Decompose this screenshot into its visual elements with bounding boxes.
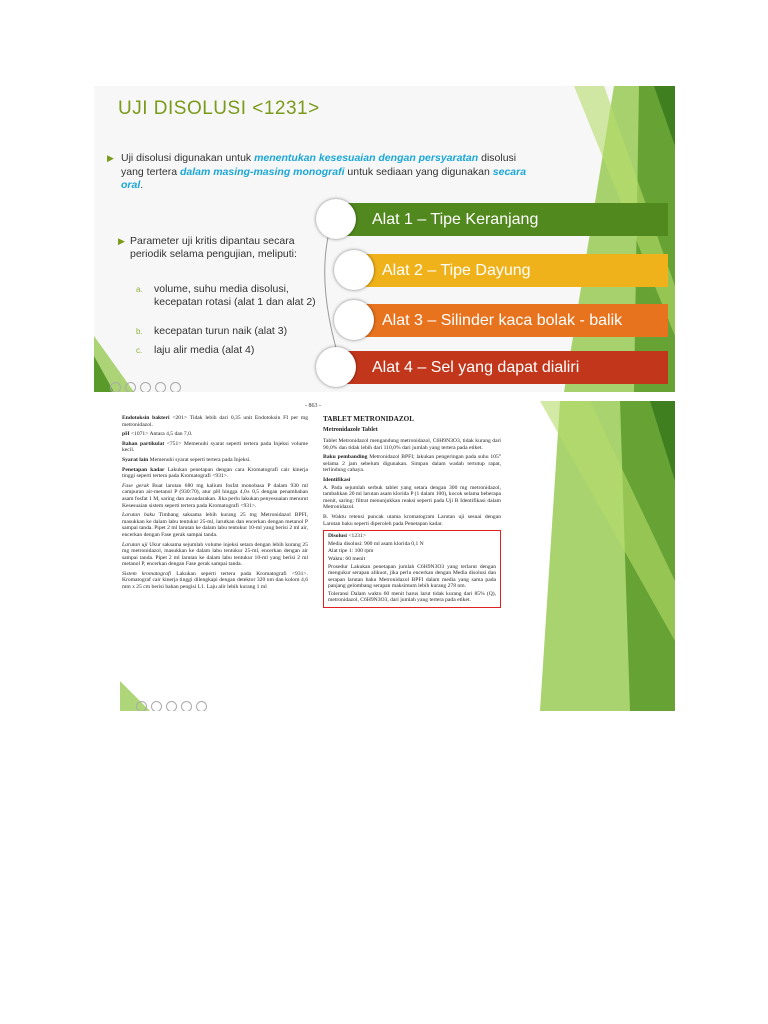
subitem-b: b. kecepatan turun naik (alat 3) [136, 325, 288, 337]
right-column: TABLET METRONIDAZOL Metronidazole Tablet Tablet Metronidazol mengandung metronidazol, C6H9N3O3, tidak kurang dari 90,0% dan tidak lebih dari 110,0% dari jumlah yang tertera pada etiket. Baku pembanding Metronidazol BPFI; lakukan pengeringan pada suhu 105° selama 2 jam sebelum digunakan. Simpan dalam wadah tertutup rapat, terlindung cahaya. Identifikasi A. Pada sejumlah serbuk tablet yang setara dengan 300 mg metronidazol, tambahkan 20 ml larutan asam klorida P (1 dalam 100), kocok selama beberapa menit, saring: filtrat menunjukkan reaksi seperti pada Uji B Identifikasi dalam Metronidazol. B. Waktu retensi puncak utama kromatogram Larutan uji sesuai dengan Larutan baku seperti diperoleh pada Penetapan kadar. Disolusi <1231> Media disolusi: 900 ml asam klorida 0,1 N Alat tipe 1: 100 rpm Waktu: 60 menit Prosedur Lakukan penetapan jumlah C6H9N3O3 yang terlarut dengan mengukur serapan alikuot, jika perlu encerkan dengan Media disolusi dan serapan larutan baku Metronidazol BPFI dalam media yang sama pada panjang gelombang serapan maksimum lebih kurang 278 nm. Toleransi Dalam waktu 60 menit harus larut tidak kurang dari 85% (Q), metronidazol, C6H9N3O3, dari jumlah yang tertera pada etiket. [323, 415, 501, 608]
nav-zoom-icon[interactable] [181, 701, 192, 711]
nav-menu-icon[interactable] [140, 382, 151, 392]
alat-4-circle [316, 347, 356, 387]
connector-curve [94, 86, 675, 392]
bullet-arrow-icon: ▶ [107, 153, 114, 163]
nav-zoom-icon[interactable] [155, 382, 166, 392]
subitem-c: c. laju alir media (alat 4) [136, 344, 255, 356]
bullet-dissolution-definition: ▶ Uji disolusi digunakan untuk menentukan kesesuaian dengan persyaratan disolusi yang tertera dalam masing-masing monografi untuk sediaan yang digunakan secara oral. [107, 152, 527, 191]
subitem-a: a. volume, suhu media disolusi, kecepatan rotasi (alat 1 dan alat 2) [136, 283, 316, 308]
monograph-subtitle: Metronidazole Tablet [323, 427, 378, 433]
dissolution-highlight-box: Disolusi <1231> Media disolusi: 900 ml asam klorida 0,1 N Alat tipe 1: 100 rpm Waktu: 60 menit Prosedur Lakukan penetapan jumlah C6H9N3O3 yang terlarut dengan mengukur serapan alikuot, jika perlu encerkan dengan Media disolusi dan serapan larutan baku Metronidazol BPFI dalam media yang sama pada panjang gelombang serapan maksimum lebih kurang 278 nm. Toleransi Dalam waktu 60 menit harus larut tidak kurang dari 85% (Q), metronidazol, C6H9N3O3, dari jumlah yang tertera pada etiket. [323, 530, 501, 608]
nav-pen-icon[interactable] [151, 701, 162, 711]
left-column: Endotoksin bakteri <201> Tidak lebih dari 0,35 unit Endotoksin FI per mg metronidazol. pH <1071> Antara 4,5 dan 7,0. Bahan partikulat <751> Memenuhi syarat seperti tertera pada Injeksi volume kecil. Syarat lain Memenuhi syarat seperti tertera pada Injeksi. Penetapan kadar Lakukan penetapan dengan cara Kromatografi cair kinerja tinggi seperti tertera pada Kromatografi <931>. Fase gerak Buat larutan 680 mg kalium fosfat monobasa P dalam 930 ml campuran air-metanol P (930:70), atur pH hingga 4,0± 0,5 dengan penambahan asam fosfat 1 M, saring dan awaudarakan. Jika perlu lakukan penyesuaian menurut Kesesuaian sistem seperti tertera pada Kromatografi <931>. Larutan baku Timbang saksama lebih kurang 25 mg Metronidazol BPFI, masukkan ke dalam labu tentukur 25-ml, larutkan dan encerkan dengan metanol P sampai tanda. Pipet 2 ml larutan ke dalam labu tentukur 10-ml yang berisi 2 ml air, encerkan dengan Fase gerak sampai tanda. Larutan uji Ukur saksama sejumlah volume injeksi setara dengan lebih kurang 25 mg metronidazol, masukkan ke dalam labu tentukur 25-ml, encerkan dengan air sampai tanda. Pipet 2 ml larutan ke dalam labu tentukur 10-ml yang berisi 2 ml metanol P, encerkan dengan Fase gerak sampai tanda. Sistem kromatografi Lakukan seperti tertera pada Kromatografi <931>. Kromatograf cair kinerja tinggi dilengkapi dengan detektor 320 nm dan kolom 4,6 mm x 25 cm berisi bahan pengisi L1. Laju alir lebih kurang 1 ml [122, 415, 308, 591]
alat-3-circle [334, 300, 374, 340]
slide-nav-controls[interactable] [110, 380, 185, 390]
nav-menu-icon[interactable] [166, 701, 177, 711]
alat-4-bar: Alat 4 – Sel yang dapat dialiri [342, 351, 668, 384]
slide-title: UJI DISOLUSI <1231> [118, 98, 320, 119]
bullet-critical-parameters: ▶ Parameter uji kritis dipantau secara periodik selama pengujian, meliputi: [118, 235, 297, 260]
alat-2-circle [334, 250, 374, 290]
nav-pen-icon[interactable] [125, 382, 136, 392]
nav-prev-icon[interactable] [136, 701, 147, 711]
bullet-arrow-icon: ▶ [118, 236, 125, 246]
alat-1-circle [316, 199, 356, 239]
slide-metronidazole-monograph [120, 401, 675, 711]
page-number: - 863 - [305, 403, 321, 409]
alat-1-bar: Alat 1 – Tipe Keranjang [342, 203, 668, 236]
slide-nav-controls[interactable] [136, 699, 211, 709]
slide-uji-disolusi [94, 86, 675, 392]
nav-next-icon[interactable] [196, 701, 207, 711]
nav-next-icon[interactable] [170, 382, 181, 392]
alat-2-bar: Alat 2 – Tipe Dayung [352, 254, 668, 287]
monograph-title: TABLET METRONIDAZOL [323, 415, 414, 423]
alat-3-bar: Alat 3 – Silinder kaca bolak - balik [352, 304, 668, 337]
nav-prev-icon[interactable] [110, 382, 121, 392]
